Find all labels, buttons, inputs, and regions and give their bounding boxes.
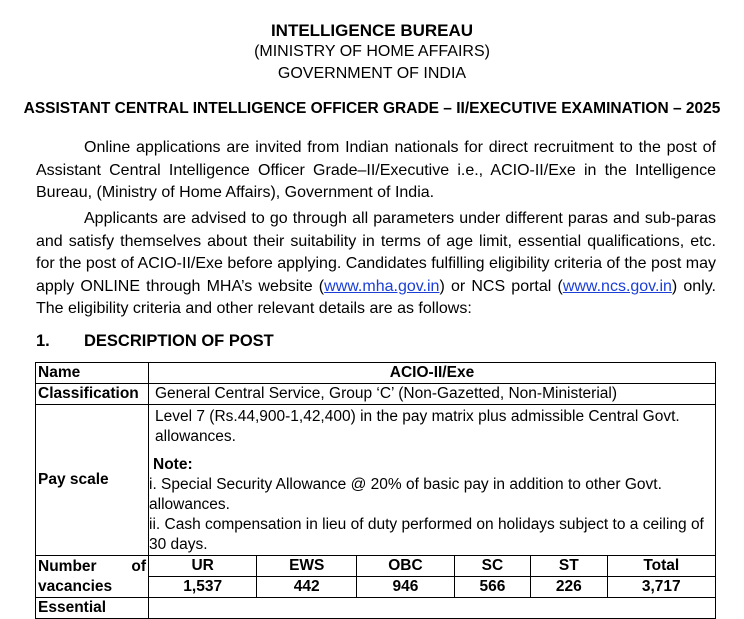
table-row — [36, 598, 716, 619]
advice-paragraph — [36, 208, 716, 321]
section-title: DESCRIPTION OF POST — [84, 332, 274, 350]
table-row — [36, 363, 716, 384]
vacancy-count-st: 226 — [531, 577, 607, 598]
advice-text-c: ) only. The eligibility criteria and other relevant details are as follows: — [36, 277, 716, 317]
intro-paragraph — [36, 137, 716, 205]
vacancy-category-total: Total — [607, 556, 715, 577]
ncs-portal-link[interactable]: www.ncs.gov.in — [562, 277, 672, 295]
pay-level: Level 7 (Rs.44,900-1,42,400) in the pay matrix plus admissible Central Govt. allowances. — [155, 408, 680, 445]
vacancy-count-ews: 442 — [257, 577, 357, 598]
intro-text: Online applications are invited from Indian nationals for direct recruitment to the post of Assistant Central Intelligence Officer Grade–II/Executive i.e., ACIO-II/Exe in the Intelligence Bureau, (Ministry of Home Affairs), Government of India. — [36, 139, 716, 201]
essential-label: Essential — [36, 598, 149, 619]
government-title: GOVERNMENT OF INDIA — [277, 65, 467, 82]
pay-scale-label: Pay scale — [36, 405, 149, 556]
vacancy-header-row — [36, 556, 716, 577]
org-title: INTELLIGENCE BUREAU — [270, 21, 474, 40]
post-description-table — [35, 362, 716, 619]
vacancy-category-sc: SC — [454, 556, 530, 577]
name-label: Name — [36, 363, 149, 384]
table-row — [36, 384, 716, 405]
note-label: Note: — [153, 456, 193, 473]
mha-website-link[interactable]: www.mha.gov.in — [324, 277, 440, 295]
vacancy-category-st: ST — [531, 556, 607, 577]
vacancy-category-ews: EWS — [257, 556, 357, 577]
ministry-title: (MINISTRY OF HOME AFFAIRS) — [254, 43, 490, 60]
vacancy-category-obc: OBC — [357, 556, 455, 577]
vacancy-category-ur: UR — [149, 556, 257, 577]
section-number: 1. — [36, 332, 50, 350]
classification-label: Classification — [36, 384, 149, 405]
essential-value — [149, 598, 716, 619]
vacancy-count-obc: 946 — [357, 577, 455, 598]
classification-value: General Central Service, Group ‘C’ (Non-Gazetted, Non-Ministerial) — [149, 384, 716, 405]
exam-title: ASSISTANT CENTRAL INTELLIGENCE OFFICER GRADE – II/EXECUTIVE EXAMINATION – 2025 — [23, 100, 721, 117]
advice-text-b: ) or NCS portal ( — [439, 277, 563, 295]
note-item-2: ii. Cash compensation in lieu of duty performed on holidays subject to a ceiling of 30 days. — [149, 516, 704, 553]
vacancies-label-vacancies: vacancies — [38, 577, 113, 595]
section-heading — [36, 332, 274, 351]
vacancy-count-ur: 1,537 — [149, 577, 257, 598]
name-value: ACIO-II/Exe — [149, 363, 716, 384]
vacancy-count-sc: 566 — [454, 577, 530, 598]
vacancies-label-of: of — [131, 557, 146, 575]
vacancy-count-total: 3,717 — [607, 577, 715, 598]
vacancies-label-number: Number — [38, 557, 97, 575]
advice-text-a: Applicants are advised to go through all parameters under different paras and sub-paras and satisfy themselves about their suitability in terms of age limit, essential qualifications, etc. for the post of ACIO-II/Exe before applying. Candidates fulfilling eligibility criteria of the post may apply ONLINE through MHA’s website ( — [36, 210, 716, 295]
note-item-1: i. Special Security Allowance @ 20% of basic pay in addition to other Govt. allowances. — [149, 476, 662, 513]
table-row — [36, 405, 716, 556]
pay-scale-value — [149, 405, 716, 556]
